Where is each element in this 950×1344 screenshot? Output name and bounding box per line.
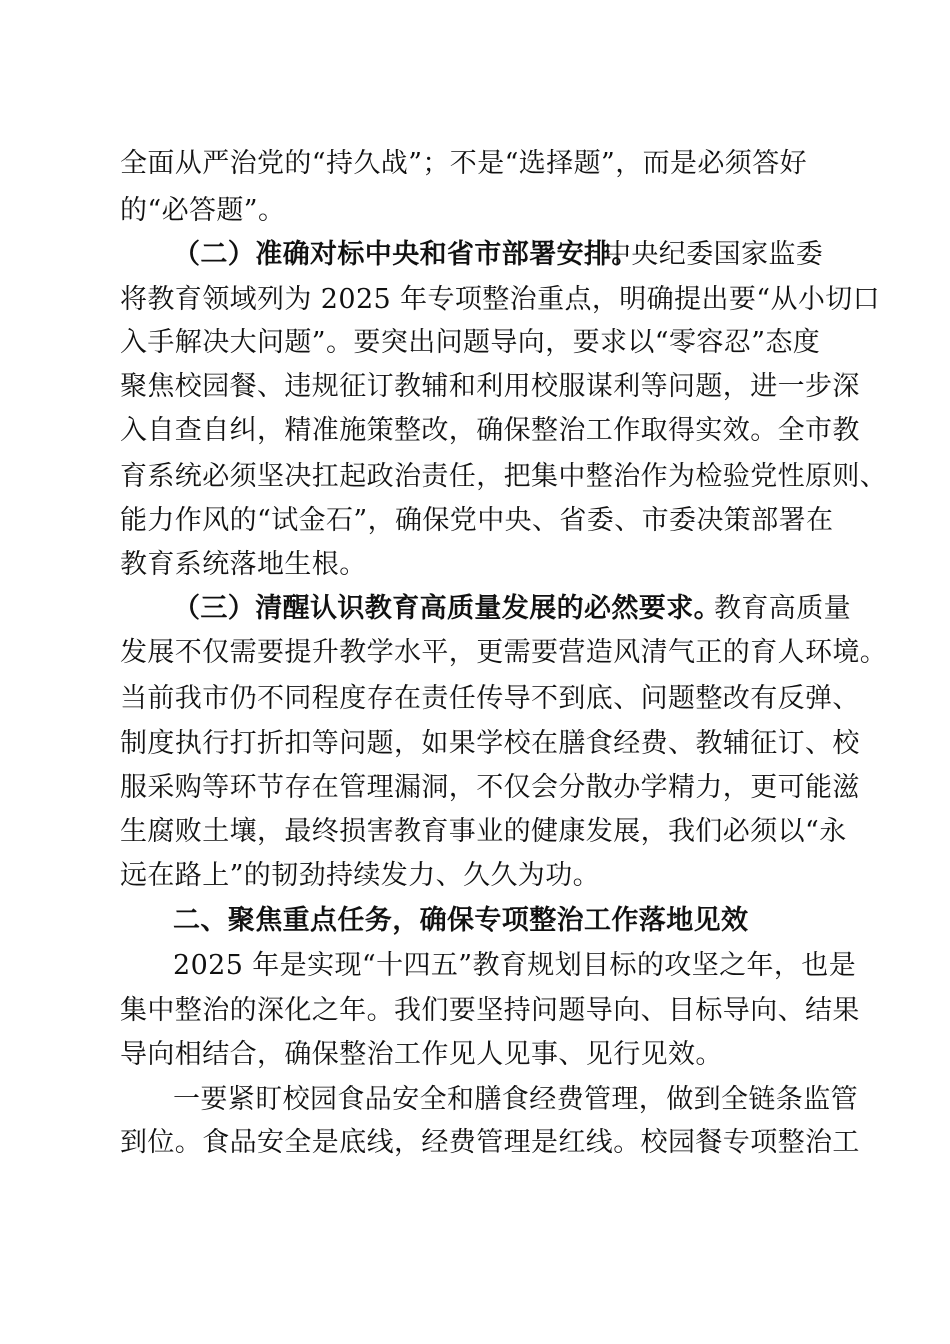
body-text-line: 集中整治的深化之年。我们要坚持问题导向、目标导向、结果 [120,995,860,1026]
body-text-line: 教育高质量 [714,593,851,624]
body-text-line: 入手解决大问题”。要突出问题导向，要求以“零容忍”态度 [120,327,821,358]
body-text-line: 导向相结合，确保整治工作见人见事、见行见效。 [120,1039,723,1070]
body-text-line: 2025 年是实现“十四五”教育规划目标的攻坚之年，也是 [173,950,857,981]
body-text-line: 育系统必须坚决扛起政治责任，把集中整治作为检验党性原则、 [120,461,888,492]
body-text-line: 的“必答题”。 [120,195,286,226]
body-text-line: 制度执行打折扣等问题，如果学校在膳食经费、教辅征订、校 [120,728,860,759]
body-text-line: 当前我市仍不同程度存在责任传导不到底、问题整改有反弹、 [120,683,860,714]
body-text-line: 远在路上”的韧劲持续发力、久久为功。 [120,860,601,891]
section-heading-two: 二、聚焦重点任务，确保专项整治工作落地见效 [173,905,749,936]
subheading-three: （三）清醒认识教育高质量发展的必然要求。 [173,593,721,624]
body-text-line: 将教育领域列为 2025 年专项整治重点，明确提出要“从小切口 [120,284,881,315]
body-text-line: 能力作风的“试金石”，确保党中央、省委、市委决策部署在 [120,505,834,536]
body-text-line: 一要紧盯校园食品安全和膳食经费管理，做到全链条监管 [173,1084,858,1115]
body-text-line: 中央纪委国家监委 [604,239,824,270]
body-text-line: 入自查自纠，精准施策整改，确保整治工作取得实效。全市教 [120,415,860,446]
body-text-line: 全面从严治党的“持久战”；不是“选择题”，而是必须答好 [120,148,808,179]
body-text-line: 发展不仅需要提升教学水平，更需要营造风清气正的育人环境。 [120,637,888,668]
body-text-line: 到位。食品安全是底线，经费管理是红线。校园餐专项整治工 [120,1127,860,1158]
body-text-line: 服采购等环节存在管理漏洞，不仅会分散办学精力，更可能滋 [120,772,860,803]
body-text-line: 教育系统落地生根。 [120,549,367,580]
subheading-two: （二）准确对标中央和省市部署安排。 [173,239,639,270]
body-text-line: 生腐败土壤，最终损害教育事业的健康发展，我们必须以“永 [120,816,847,847]
body-text-line: 聚焦校园餐、违规征订教辅和利用校服谋利等问题，进一步深 [120,371,860,402]
